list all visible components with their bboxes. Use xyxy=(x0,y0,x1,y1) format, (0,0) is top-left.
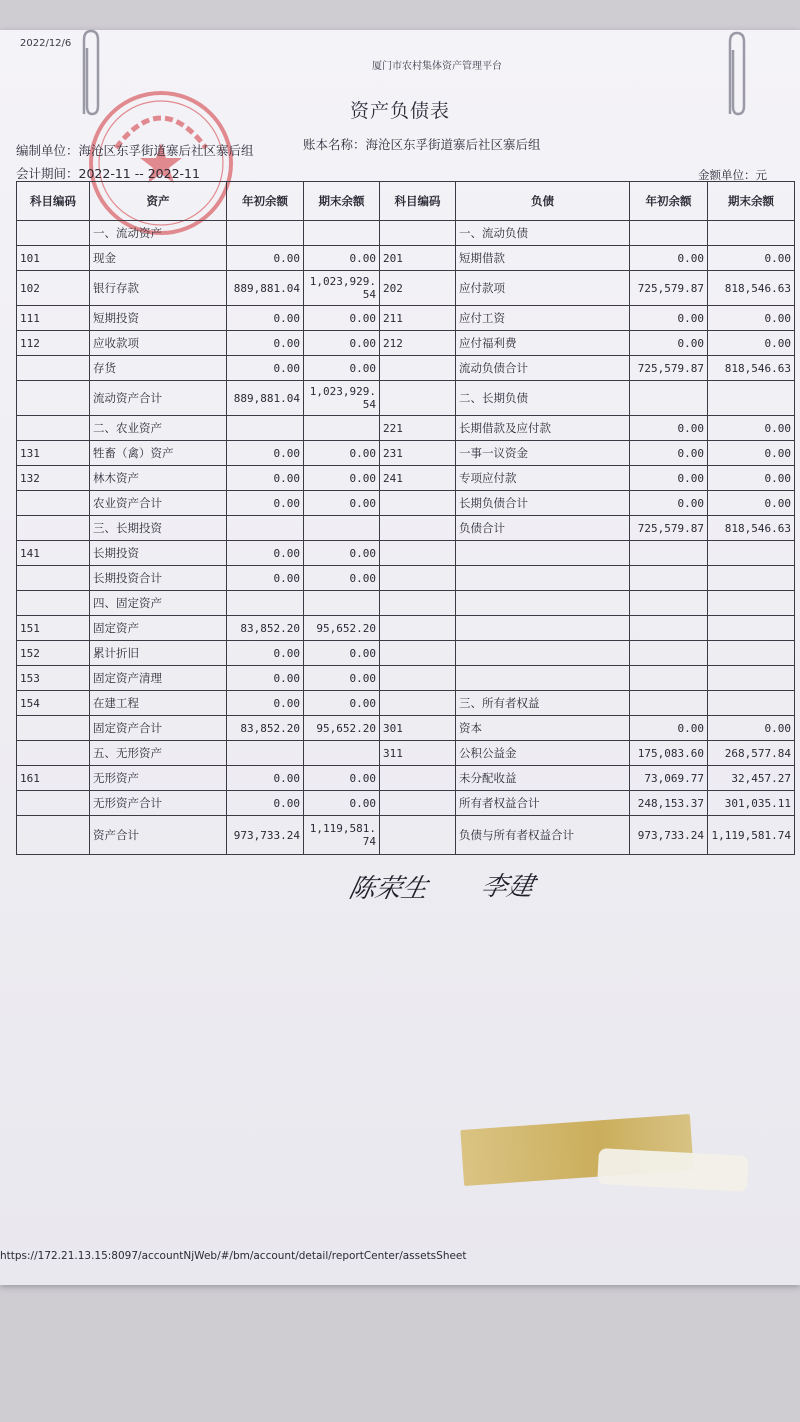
cell-liab-code: 231 xyxy=(380,441,456,466)
cell-asset-begin: 0.00 xyxy=(227,306,304,331)
compiling-unit-value: 海沧区东孚街道寨后社区寨后组 xyxy=(78,143,254,158)
cell-asset-end: 0.00 xyxy=(304,791,380,816)
cell-liability-name xyxy=(456,641,630,666)
cell-asset-end: 0.00 xyxy=(304,491,380,516)
cell-asset-begin: 0.00 xyxy=(227,641,304,666)
cell-liab-end: 0.00 xyxy=(708,466,795,491)
cell-liab-code xyxy=(380,221,456,246)
cell-asset-end xyxy=(304,221,380,246)
cell-asset-end: 0.00 xyxy=(304,541,380,566)
cell-liab-end: 1,119,581.74 xyxy=(708,816,795,855)
table-row xyxy=(17,716,795,741)
cell-asset-code: 141 xyxy=(17,541,90,566)
cell-asset-begin: 0.00 xyxy=(227,466,304,491)
account-book-label: 账本名称： xyxy=(303,137,366,152)
cell-asset-code: 152 xyxy=(17,641,90,666)
table-row xyxy=(17,441,795,466)
col-header-liab-begin: 年初余额 xyxy=(630,182,708,221)
cell-asset-end xyxy=(304,516,380,541)
cell-asset-end: 0.00 xyxy=(304,306,380,331)
cell-asset-begin xyxy=(227,516,304,541)
table-row xyxy=(17,791,795,816)
cell-asset-begin: 0.00 xyxy=(227,766,304,791)
cell-asset-end: 0.00 xyxy=(304,566,380,591)
cell-liability-name: 所有者权益合计 xyxy=(456,791,630,816)
cell-liability-name xyxy=(456,666,630,691)
accounting-period-value: 2022-11 -- 2022-11 xyxy=(78,166,200,181)
cell-liab-begin xyxy=(630,381,708,416)
cell-liab-code: 201 xyxy=(380,246,456,271)
cell-asset-begin: 889,881.04 xyxy=(227,381,304,416)
cell-liab-code xyxy=(380,381,456,416)
cell-liab-end: 301,035.11 xyxy=(708,791,795,816)
cell-asset-end xyxy=(304,416,380,441)
account-book xyxy=(303,135,541,153)
table-row xyxy=(17,331,795,356)
cell-asset-name: 应收款项 xyxy=(90,331,227,356)
cell-liab-begin: 725,579.87 xyxy=(630,516,708,541)
cell-liab-begin: 248,153.37 xyxy=(630,791,708,816)
report-title: 资产负债表 xyxy=(350,100,451,122)
cell-liab-code xyxy=(380,816,456,855)
table-row xyxy=(17,816,795,855)
col-header-asset-code: 科目编码 xyxy=(17,182,90,221)
cell-asset-begin xyxy=(227,741,304,766)
cell-liab-end: 32,457.27 xyxy=(708,766,795,791)
cell-liab-begin xyxy=(630,591,708,616)
cell-liab-begin xyxy=(630,616,708,641)
cell-liab-begin: 725,579.87 xyxy=(630,356,708,381)
cell-asset-name: 资产合计 xyxy=(90,816,227,855)
cell-asset-begin xyxy=(227,416,304,441)
cell-liability-name: 短期借款 xyxy=(456,246,630,271)
cell-liability-name xyxy=(456,566,630,591)
cell-asset-end: 95,652.20 xyxy=(304,616,380,641)
table-row xyxy=(17,641,795,666)
cell-liab-end xyxy=(708,566,795,591)
cell-liab-begin: 0.00 xyxy=(630,441,708,466)
cell-liab-end xyxy=(708,221,795,246)
table-row xyxy=(17,591,795,616)
cell-liab-begin xyxy=(630,641,708,666)
col-header-liability: 负债 xyxy=(456,182,630,221)
cell-asset-begin: 0.00 xyxy=(227,441,304,466)
cell-liab-code xyxy=(380,791,456,816)
cell-asset-code xyxy=(17,516,90,541)
col-header-liab-code: 科目编码 xyxy=(380,182,456,221)
cell-asset-begin: 83,852.20 xyxy=(227,716,304,741)
cell-asset-code: 131 xyxy=(17,441,90,466)
cell-liab-end xyxy=(708,591,795,616)
cell-asset-name: 现金 xyxy=(90,246,227,271)
cell-asset-code: 154 xyxy=(17,691,90,716)
cell-liab-code xyxy=(380,766,456,791)
col-header-asset-begin: 年初余额 xyxy=(227,182,304,221)
cell-liab-end: 0.00 xyxy=(708,331,795,356)
cell-asset-name: 固定资产清理 xyxy=(90,666,227,691)
cell-asset-name: 农业资产合计 xyxy=(90,491,227,516)
cell-liab-begin: 0.00 xyxy=(630,306,708,331)
cell-liab-code xyxy=(380,491,456,516)
paper-clip-right xyxy=(724,30,750,120)
cell-liab-end: 0.00 xyxy=(708,716,795,741)
cell-liab-code xyxy=(380,591,456,616)
cell-asset-code: 161 xyxy=(17,766,90,791)
cell-liab-begin: 0.00 xyxy=(630,491,708,516)
cell-asset-end: 1,023,929.54 xyxy=(304,271,380,306)
cell-asset-code xyxy=(17,791,90,816)
cell-asset-end: 0.00 xyxy=(304,666,380,691)
table-row xyxy=(17,246,795,271)
cell-asset-code xyxy=(17,716,90,741)
cell-liab-code xyxy=(380,566,456,591)
cell-liability-name xyxy=(456,541,630,566)
cell-liab-begin xyxy=(630,541,708,566)
cell-asset-code xyxy=(17,416,90,441)
table-row xyxy=(17,666,795,691)
cell-asset-name: 累计折旧 xyxy=(90,641,227,666)
cell-asset-name: 长期投资合计 xyxy=(90,566,227,591)
cell-asset-name: 存货 xyxy=(90,356,227,381)
col-header-liab-end: 期末余额 xyxy=(708,182,795,221)
table-row xyxy=(17,221,795,246)
cell-asset-name: 短期投资 xyxy=(90,306,227,331)
cell-liab-begin xyxy=(630,666,708,691)
cell-liab-code: 202 xyxy=(380,271,456,306)
cell-liab-end xyxy=(708,691,795,716)
compiling-unit-label: 编制单位： xyxy=(16,143,79,158)
signature-2: 李建 xyxy=(478,872,537,902)
cell-liab-begin: 0.00 xyxy=(630,466,708,491)
cell-asset-name: 在建工程 xyxy=(90,691,227,716)
currency-unit: 金额单位：元 xyxy=(698,168,767,182)
cell-liability-name xyxy=(456,591,630,616)
cell-liability-name: 长期负债合计 xyxy=(456,491,630,516)
compiling-unit xyxy=(16,141,254,159)
cell-liab-code xyxy=(380,641,456,666)
cell-asset-end: 0.00 xyxy=(304,441,380,466)
cell-liab-code xyxy=(380,516,456,541)
table-row xyxy=(17,516,795,541)
cell-asset-begin: 0.00 xyxy=(227,566,304,591)
platform-name: 厦门市农村集体资产管理平台 xyxy=(372,61,502,72)
table-row xyxy=(17,616,795,641)
cell-liab-end: 818,546.63 xyxy=(708,271,795,306)
cell-liability-name: 一、流动负债 xyxy=(456,221,630,246)
cell-asset-code xyxy=(17,221,90,246)
cell-asset-code xyxy=(17,816,90,855)
cell-asset-begin: 0.00 xyxy=(227,491,304,516)
cell-liab-end: 0.00 xyxy=(708,416,795,441)
cell-asset-begin: 0.00 xyxy=(227,791,304,816)
cell-asset-begin: 0.00 xyxy=(227,331,304,356)
cell-liab-code xyxy=(380,356,456,381)
cell-liab-begin: 73,069.77 xyxy=(630,766,708,791)
cell-liab-end xyxy=(708,381,795,416)
cell-liability-name: 未分配收益 xyxy=(456,766,630,791)
cell-liab-end: 0.00 xyxy=(708,491,795,516)
cell-asset-begin xyxy=(227,221,304,246)
cell-liab-begin: 725,579.87 xyxy=(630,271,708,306)
cell-liability-name: 公积公益金 xyxy=(456,741,630,766)
cell-liability-name: 资本 xyxy=(456,716,630,741)
col-header-asset-end: 期末余额 xyxy=(304,182,380,221)
cell-asset-end: 1,023,929.54 xyxy=(304,381,380,416)
cell-liability-name: 应付福利费 xyxy=(456,331,630,356)
cell-asset-code: 111 xyxy=(17,306,90,331)
cell-liab-code xyxy=(380,691,456,716)
table-row xyxy=(17,766,795,791)
cell-liab-end: 0.00 xyxy=(708,246,795,271)
table-row xyxy=(17,466,795,491)
cell-liab-end xyxy=(708,616,795,641)
table-row xyxy=(17,271,795,306)
cell-asset-name: 二、农业资产 xyxy=(90,416,227,441)
cell-asset-begin: 973,733.24 xyxy=(227,816,304,855)
cell-asset-end xyxy=(304,741,380,766)
cell-asset-code: 153 xyxy=(17,666,90,691)
cell-asset-code: 102 xyxy=(17,271,90,306)
cell-liability-name: 长期借款及应付款 xyxy=(456,416,630,441)
cell-liability-name: 一事一议资金 xyxy=(456,441,630,466)
cell-liability-name: 负债与所有者权益合计 xyxy=(456,816,630,855)
cell-asset-end: 1,119,581.74 xyxy=(304,816,380,855)
cell-asset-begin xyxy=(227,591,304,616)
cell-liab-end xyxy=(708,541,795,566)
cell-liability-name xyxy=(456,616,630,641)
cell-liab-code xyxy=(380,666,456,691)
cell-asset-code xyxy=(17,381,90,416)
table-row xyxy=(17,741,795,766)
cell-liab-begin: 0.00 xyxy=(630,416,708,441)
account-book-value: 海沧区东孚街道寨后社区寨后组 xyxy=(365,137,541,152)
cell-liab-begin: 0.00 xyxy=(630,246,708,271)
cell-liab-begin xyxy=(630,566,708,591)
table-row xyxy=(17,541,795,566)
cell-asset-name: 三、长期投资 xyxy=(90,516,227,541)
cell-liability-name: 负债合计 xyxy=(456,516,630,541)
table-row xyxy=(17,566,795,591)
cell-liab-begin: 0.00 xyxy=(630,716,708,741)
cell-asset-code xyxy=(17,491,90,516)
cell-liab-end: 818,546.63 xyxy=(708,516,795,541)
cell-asset-end: 0.00 xyxy=(304,356,380,381)
cell-asset-code xyxy=(17,591,90,616)
cell-asset-code: 132 xyxy=(17,466,90,491)
cell-asset-code xyxy=(17,741,90,766)
accounting-period-label: 会计期间： xyxy=(16,166,79,181)
cell-liab-begin: 175,083.60 xyxy=(630,741,708,766)
cell-liab-code xyxy=(380,541,456,566)
page-url: https://172.21.13.15:8097/accountNjWeb/#/bm/account/detail/reportCenter/assetsSheet xyxy=(0,1250,467,1262)
cell-liab-end: 268,577.84 xyxy=(708,741,795,766)
cell-asset-begin: 0.00 xyxy=(227,246,304,271)
table-row xyxy=(17,416,795,441)
cell-liability-name: 专项应付款 xyxy=(456,466,630,491)
cell-liab-begin: 973,733.24 xyxy=(630,816,708,855)
cell-liability-name: 流动负债合计 xyxy=(456,356,630,381)
table-body xyxy=(17,221,795,855)
cell-liab-code: 211 xyxy=(380,306,456,331)
cell-asset-name: 流动资产合计 xyxy=(90,381,227,416)
cell-asset-name: 五、无形资产 xyxy=(90,741,227,766)
cell-asset-begin: 0.00 xyxy=(227,691,304,716)
cell-asset-begin: 889,881.04 xyxy=(227,271,304,306)
cell-asset-code xyxy=(17,566,90,591)
cell-asset-code: 112 xyxy=(17,331,90,356)
print-date: 2022/12/6 xyxy=(20,38,72,49)
cell-asset-end: 0.00 xyxy=(304,246,380,271)
cell-liab-begin: 0.00 xyxy=(630,331,708,356)
cell-asset-end: 0.00 xyxy=(304,331,380,356)
table-row xyxy=(17,381,795,416)
cell-asset-end: 0.00 xyxy=(304,466,380,491)
cell-asset-begin: 83,852.20 xyxy=(227,616,304,641)
cell-asset-end: 95,652.20 xyxy=(304,716,380,741)
cell-asset-end: 0.00 xyxy=(304,641,380,666)
table-row xyxy=(17,356,795,381)
cell-asset-name: 固定资产 xyxy=(90,616,227,641)
cell-liab-end xyxy=(708,641,795,666)
table-header-row xyxy=(17,182,795,221)
table-row xyxy=(17,491,795,516)
cell-asset-name: 林木资产 xyxy=(90,466,227,491)
table-row xyxy=(17,306,795,331)
cell-liab-code: 221 xyxy=(380,416,456,441)
cell-asset-end xyxy=(304,591,380,616)
table-row xyxy=(17,691,795,716)
cell-asset-name: 长期投资 xyxy=(90,541,227,566)
cell-asset-code: 151 xyxy=(17,616,90,641)
cell-asset-name: 四、固定资产 xyxy=(90,591,227,616)
cell-asset-end: 0.00 xyxy=(304,766,380,791)
cell-liab-end: 0.00 xyxy=(708,306,795,331)
cell-liab-begin xyxy=(630,221,708,246)
col-header-asset: 资产 xyxy=(90,182,227,221)
cell-asset-name: 无形资产 xyxy=(90,766,227,791)
cell-asset-begin: 0.00 xyxy=(227,666,304,691)
cell-liability-name: 应付款项 xyxy=(456,271,630,306)
accounting-period xyxy=(16,164,200,182)
cell-liab-begin xyxy=(630,691,708,716)
cell-liab-code: 241 xyxy=(380,466,456,491)
cell-liab-code: 301 xyxy=(380,716,456,741)
cell-liab-end: 818,546.63 xyxy=(708,356,795,381)
cell-liab-code: 311 xyxy=(380,741,456,766)
balance-sheet-table xyxy=(16,181,795,855)
cell-asset-name: 无形资产合计 xyxy=(90,791,227,816)
cell-asset-name: 固定资产合计 xyxy=(90,716,227,741)
cell-asset-name: 一、流动资产 xyxy=(90,221,227,246)
cell-asset-begin: 0.00 xyxy=(227,541,304,566)
cell-liability-name: 应付工资 xyxy=(456,306,630,331)
cell-liability-name: 二、长期负债 xyxy=(456,381,630,416)
cell-asset-name: 牲畜（禽）资产 xyxy=(90,441,227,466)
cell-asset-end: 0.00 xyxy=(304,691,380,716)
cell-liab-end xyxy=(708,666,795,691)
signature-1: 陈荣生 xyxy=(346,874,431,904)
cell-liab-end: 0.00 xyxy=(708,441,795,466)
cell-liab-code: 212 xyxy=(380,331,456,356)
cell-liab-code xyxy=(380,616,456,641)
cell-asset-code: 101 xyxy=(17,246,90,271)
cell-asset-begin: 0.00 xyxy=(227,356,304,381)
cell-asset-code xyxy=(17,356,90,381)
cell-liability-name: 三、所有者权益 xyxy=(456,691,630,716)
cell-asset-name: 银行存款 xyxy=(90,271,227,306)
